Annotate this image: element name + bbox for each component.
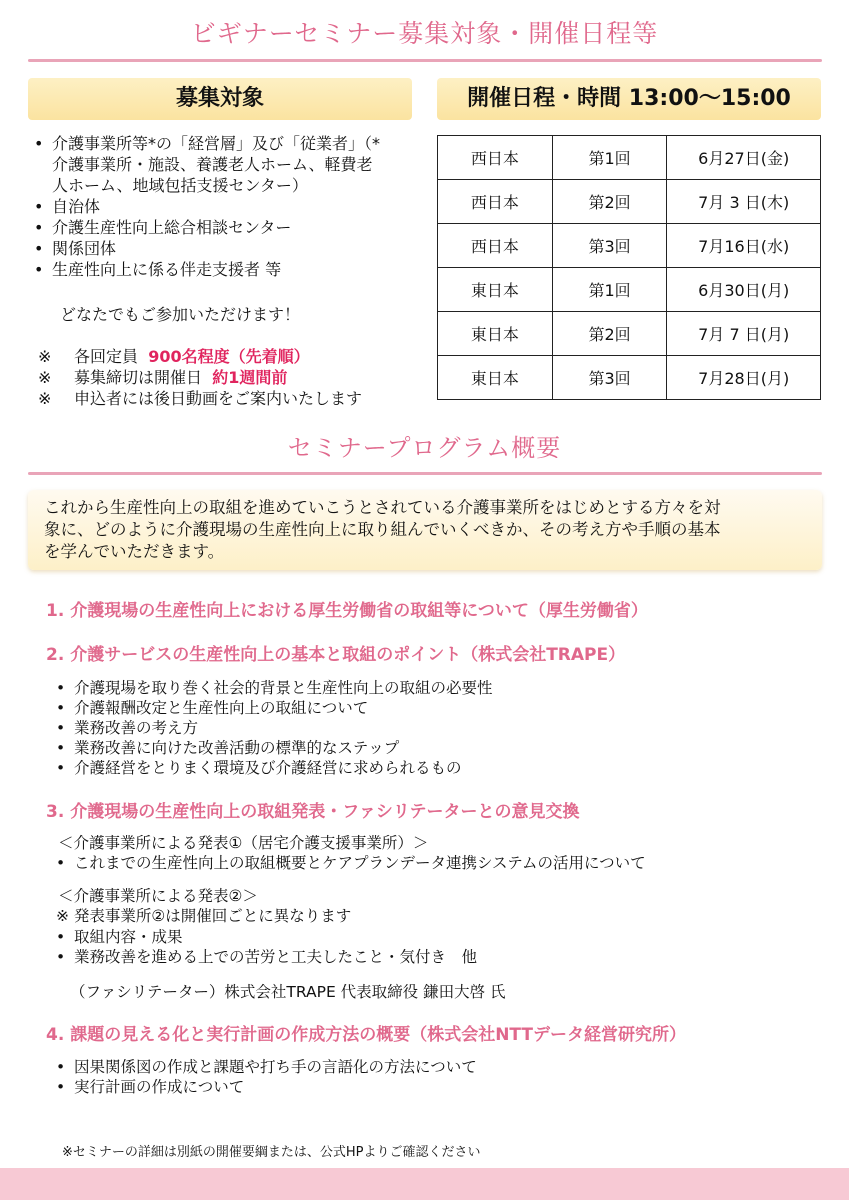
section-3-sub2: ＜介護事業所による発表②＞ — [58, 887, 258, 905]
target-item: • 介護事業所等*の「経営層」及び「従業者」（* 介護事業所・施設、養護老人ホーム、軽費老 人ホーム、地域包括支援センター） — [30, 133, 425, 196]
title-divider — [28, 59, 822, 62]
facilitator-line: （ファシリテーター）株式会社TRAPE 代表取締役 鎌田大啓 氏 — [70, 983, 506, 1001]
list-item: • これまでの生産性向上の取組概要とケアプランデータ連携システムの活用について — [52, 853, 792, 873]
list-item: • 因果関係図の作成と課題や打ち手の言語化の方法について — [52, 1057, 752, 1077]
target-item: • 生産性向上に係る伴走支援者 等 — [30, 259, 425, 280]
list-item: • 実行計画の作成について — [52, 1077, 752, 1097]
target-item: • 介護生産性向上総合相談センター — [30, 217, 425, 238]
program-divider — [28, 472, 822, 475]
table-row: 西日本 第3回 7月16日(水) — [438, 224, 821, 268]
note-video: ※ 申込者には後日動画をご案内いたします — [38, 389, 363, 408]
list-item: • 取組内容・成果 — [52, 927, 752, 947]
table-row: 西日本 第2回 7月 3 日(木) — [438, 180, 821, 224]
target-item: • 関係団体 — [30, 238, 425, 259]
section-3-sub2-list — [52, 927, 752, 967]
list-item: • 業務改善の考え方 — [52, 718, 752, 738]
section-3-sub2-note: ※ 発表事業所②は開催回ごとに異なります — [56, 907, 352, 925]
section-4-list — [52, 1057, 752, 1097]
list-item: • 介護経営をとりまく環境及び介護経営に求められるもの — [52, 758, 752, 778]
list-item: • 介護報酬改定と生産性向上の取組について — [52, 698, 752, 718]
section-2-heading: 2. 介護サービスの生産性向上の基本と取組のポイント（株式会社TRAPE） — [46, 645, 626, 665]
note-capacity: ※ 各回定員 900名程度（先着順） — [38, 347, 310, 366]
list-item: • 業務改善を進める上での苦労と工夫したこと・気付き 他 — [52, 947, 752, 967]
section-2-list — [52, 678, 752, 778]
target-item: • 自治体 — [30, 196, 425, 217]
page-title: ビギナーセミナー募集対象・開催日程等 — [190, 19, 659, 48]
table-row: 東日本 第2回 7月 7 日(月) — [438, 312, 821, 356]
footnote: ※セミナーの詳細は別紙の開催要綱または、公式HPよりご確認ください — [62, 1145, 481, 1160]
section-3-sub1: ＜介護事業所による発表①（居宅介護支援事業所）＞ — [58, 834, 429, 852]
target-list — [30, 133, 425, 280]
footer-band — [0, 1168, 849, 1200]
notes — [38, 346, 362, 409]
section-3-sub1-list — [52, 853, 792, 873]
list-item: • 業務改善に向けた改善活動の標準的なステップ — [52, 738, 752, 758]
table-row: 西日本 第1回 6月27日(金) — [438, 136, 821, 180]
welcome-text: どなたでもご参加いただけます！ — [60, 305, 301, 324]
table-row: 東日本 第3回 7月28日(月) — [438, 356, 821, 400]
list-item: • 介護現場を取り巻く社会的背景と生産性向上の取組の必要性 — [52, 678, 752, 698]
note-deadline: ※ 募集締切は開催日 約1週間前 — [38, 368, 288, 387]
section-4-heading: 4. 課題の見える化と実行計画の作成方法の概要（株式会社NTTデータ経営研究所） — [46, 1025, 687, 1045]
table-row: 東日本 第1回 6月30日(月) — [438, 268, 821, 312]
program-title: セミナープログラム概要 — [287, 434, 562, 462]
program-intro: これから生産性向上の取組を進めていこうとされている介護事業所をはじめとする方々を対 象に、どのように介護現場の生産性向上に取り組んでいくべきか、その考え方や手順の基本 を学んでいただきます。 — [28, 490, 822, 570]
section-3-heading: 3. 介護現場の生産性向上の取組発表・ファシリテーターとの意見交換 — [46, 802, 580, 822]
section-1-heading: 1. 介護現場の生産性向上における厚生労働省の取組等について（厚生労働省） — [46, 601, 648, 621]
schedule-table — [437, 135, 821, 400]
target-header: 募集対象 — [28, 78, 412, 120]
schedule-header: 開催日程・時間 13:00〜15:00 — [437, 78, 821, 120]
